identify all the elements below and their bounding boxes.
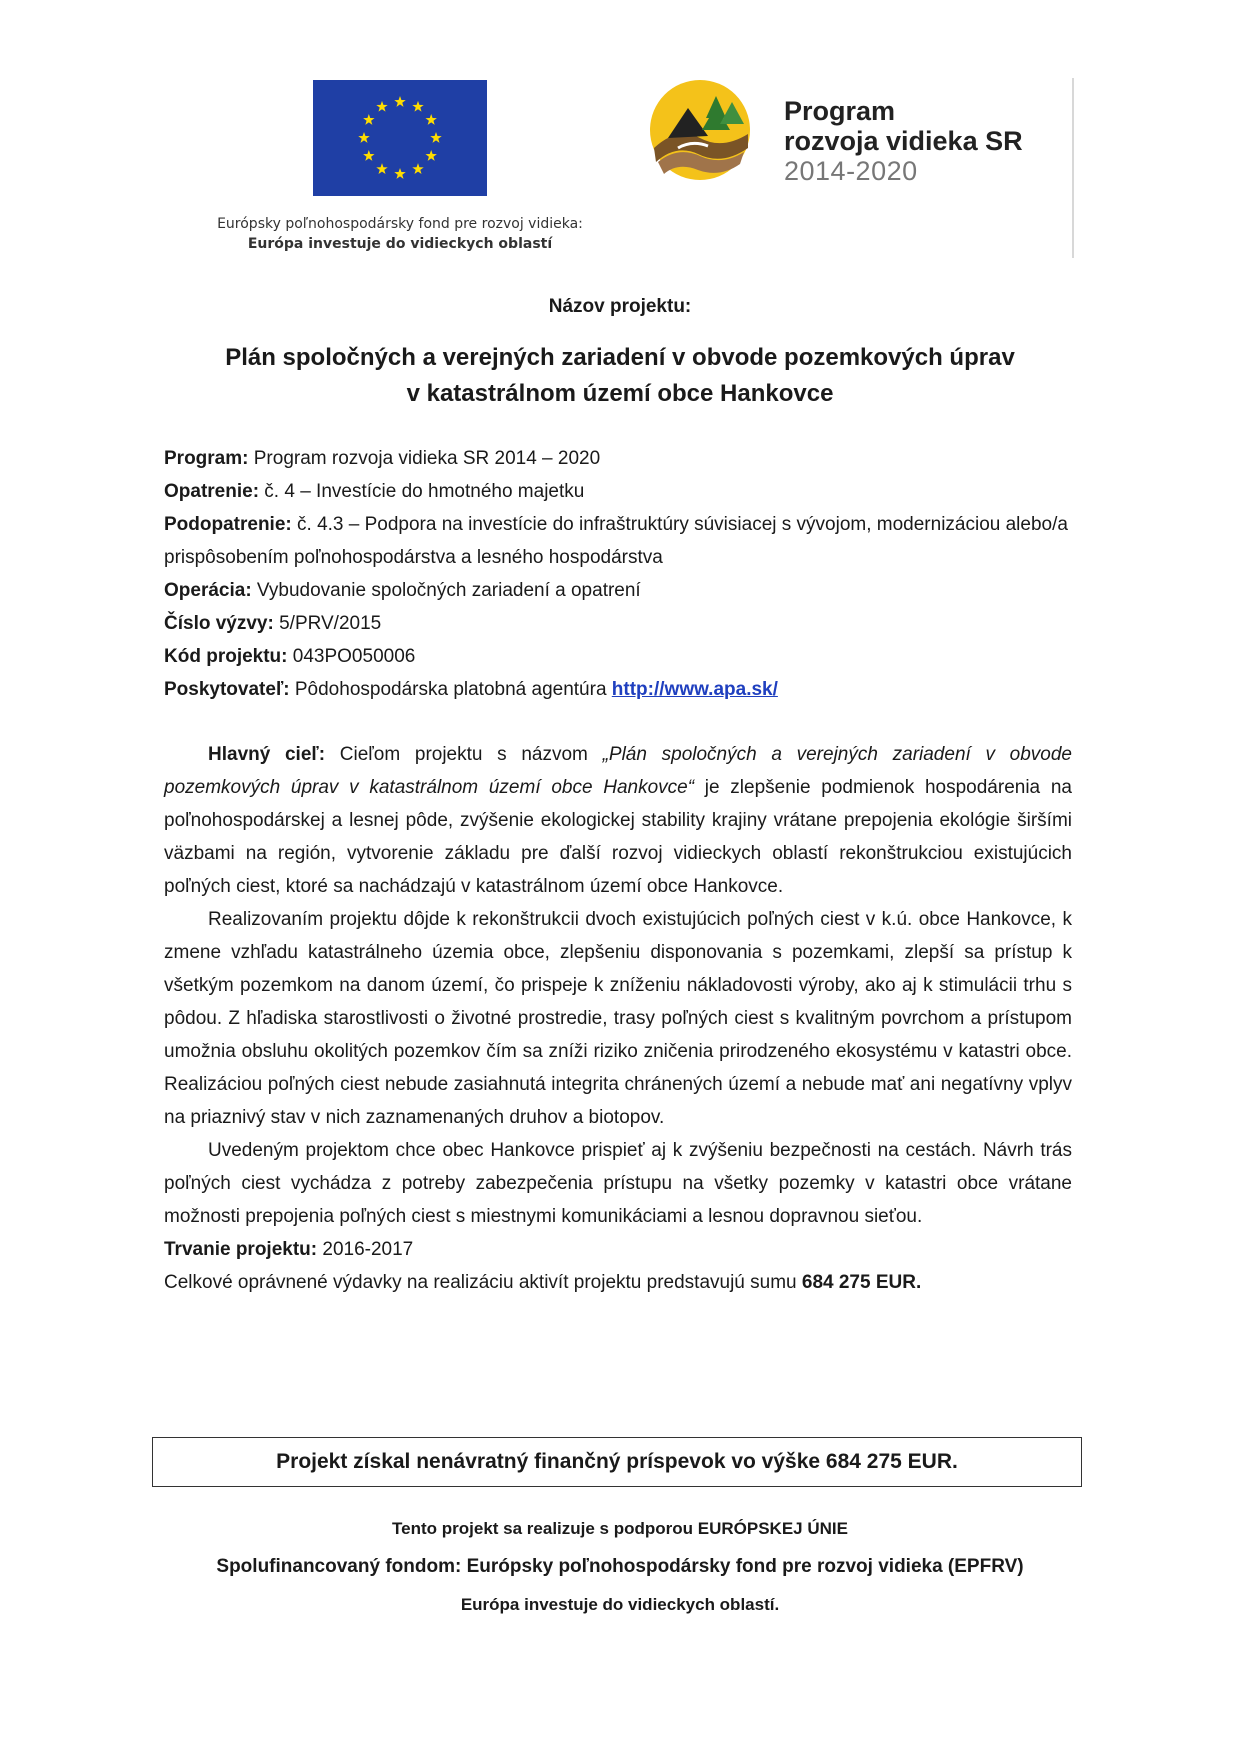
main-goal-paragraph [164,738,1072,903]
meta-poskytovatel-value: Pôdohospodárska platobná agentúra [289,679,612,700]
footer-line2-fund: Európsky poľnohospodársky fond pre rozvoj vidieka (EPFRV) [466,1556,1024,1577]
meta-podopatrenie-label: Podopatrenie: [164,514,292,535]
eu-flag-icon [313,80,487,196]
footer-line3: Európa investuje do vidieckych oblastí. [460,1595,780,1614]
meta-poskytovatel-label: Poskytovateľ: [164,679,290,700]
meta-program-value: Program rozvoja vidieka SR 2014 – 2020 [248,448,601,469]
grant-highlight-box [152,1437,1082,1487]
meta-operacia [164,574,1084,607]
apa-link[interactable]: http://www.apa.sk/ [611,679,778,700]
eu-caption-line1: Európsky poľnohospodársky fond pre rozvoj vidieka: [217,216,583,232]
meta-opatrenie [164,475,1084,508]
prv-years: 2014-2020 [784,156,918,186]
footer [0,1510,1240,1624]
meta-opatrenie-value: č. 4 – Investície do hmotného majetku [259,481,585,502]
expenses-sum: 684 275 EUR. [801,1272,922,1293]
eu-caption-line2: Európa investuje do vidieckych oblastí [247,236,553,252]
duration-label: Trvanie projektu: [164,1239,318,1260]
footer-line2 [0,1548,1240,1586]
footer-line2-prefix: Spolufinancovaný fondom: [216,1556,467,1577]
expenses-line [164,1266,1072,1299]
footer-line1: Tento projekt sa realizuje s podporou EURÓPSKEJ ÚNIE [392,1519,848,1538]
realization-paragraph: Realizovaním projektu dôjde k rekonštrukcii dvoch existujúcich poľných ciest v k.ú. obce Hankovce, k zmene vzhľadu katastrálneho územia obce, zlepšeniu disponovania s pozemkami, zlepší sa prístup k všetkým pozemkom na danom území, čo prispeje k zníženiu nákladovosti výroby, ako aj k stimulácii trhu s pôdou. Z hľadiska starostlivosti o životné prostredie, trasy poľných ciest s kvalitným povrchom a prístupom umožnia obsluhu okolitých pozemkov čím sa zníži riziko zničenia prirodzeného ekosystému v katastri obce. Realizáciou poľných ciest nebude zasiahnutá integrita chránených území a nebude mať ani negatívny vplyv na priaznivý stav v nich zaznamenaných druhov a biotopov. [164,909,1072,1128]
main-goal-project-name: „Plán spoločných a verejných zariadení v obvode pozemkových úprav v katastrálnom území obce Hankovce“ [164,744,1072,798]
prv-logo-block [648,78,1078,248]
grant-highlight-text: Projekt získal nenávratný finančný príspevok vo výške 684 275 EUR. [276,1450,958,1473]
meta-program [164,442,1084,475]
meta-poskytovatel [164,673,1084,706]
duration-line [164,1233,1072,1266]
meta-operacia-label: Operácia: [164,580,252,601]
meta-podopatrenie-value: č. 4.3 – Podpora na investície do infraštruktúry súvisiacej s vývojom, modernizáciou alebo/a prispôsobením poľnohospodárstva a lesného hospodárstva [164,514,1068,568]
meta-podopatrenie [164,508,1084,574]
safety-paragraph: Uvedeným projektom chce obec Hankovce prispieť aj k zvýšeniu bezpečnosti na cestách. Návrh trás poľných ciest vychádza z potreby zabezpečenia prístupu na všetky pozemky v katastri obce vrátane možnosti prepojenia poľných ciest s miestnymi komunikáciami a lesnou dopravnou sieťou. [164,1140,1072,1227]
meta-cislo-vyzvy [164,607,1084,640]
main-goal-text: je zlepšenie podmienok hospodárenia na poľnohospodárskej a lesnej pôde, zvýšenie ekologickej stability krajiny vrátane prepojenia ekológie širšími väzbami na región, vytvorenie základu pre ďalší rozvoj vidieckych oblastí rekonštrukciou existujúcich poľných ciest, ktoré sa nachádzajú v katastrálnom území obce Hankovce. [164,777,1072,897]
eu-caption [180,214,620,254]
project-title [0,340,1240,412]
prv-line1: Program [784,96,896,126]
meta-program-label: Program: [164,448,249,469]
meta-cislo-value: 5/PRV/2015 [273,613,382,634]
eu-logo-block [180,80,620,254]
meta-opatrenie-label: Opatrenie: [164,481,260,502]
project-title-line2: v katastrálnom území obce Hankovce [406,380,834,407]
meta-cislo-label: Číslo výzvy: [164,613,274,634]
project-title-line1: Plán spoločných a verejných zariadení v obvode pozemkových úprav [225,344,1015,371]
rural-development-logo-icon [648,78,752,182]
main-goal-pre: Cieľom projektu s názvom [325,744,603,765]
project-title-label: Názov projektu: [548,296,692,317]
main-goal-label: Hlavný cieľ: [208,744,326,765]
meta-kod-label: Kód projektu: [164,646,288,667]
project-metadata [164,442,1084,706]
prv-line2: rozvoja vidieka SR [784,126,1023,156]
prv-text [784,96,1023,186]
meta-kod-value: 043PO050006 [287,646,416,667]
duration-value: 2016-2017 [317,1239,414,1260]
project-description [164,738,1072,1299]
header-divider [1072,78,1074,258]
meta-operacia-value: Vybudovanie spoločných zariadení a opatrení [251,580,641,601]
expenses-text: Celkové oprávnené výdavky na realizáciu aktivít projektu predstavujú sumu [164,1272,802,1293]
meta-kod-projektu [164,640,1084,673]
